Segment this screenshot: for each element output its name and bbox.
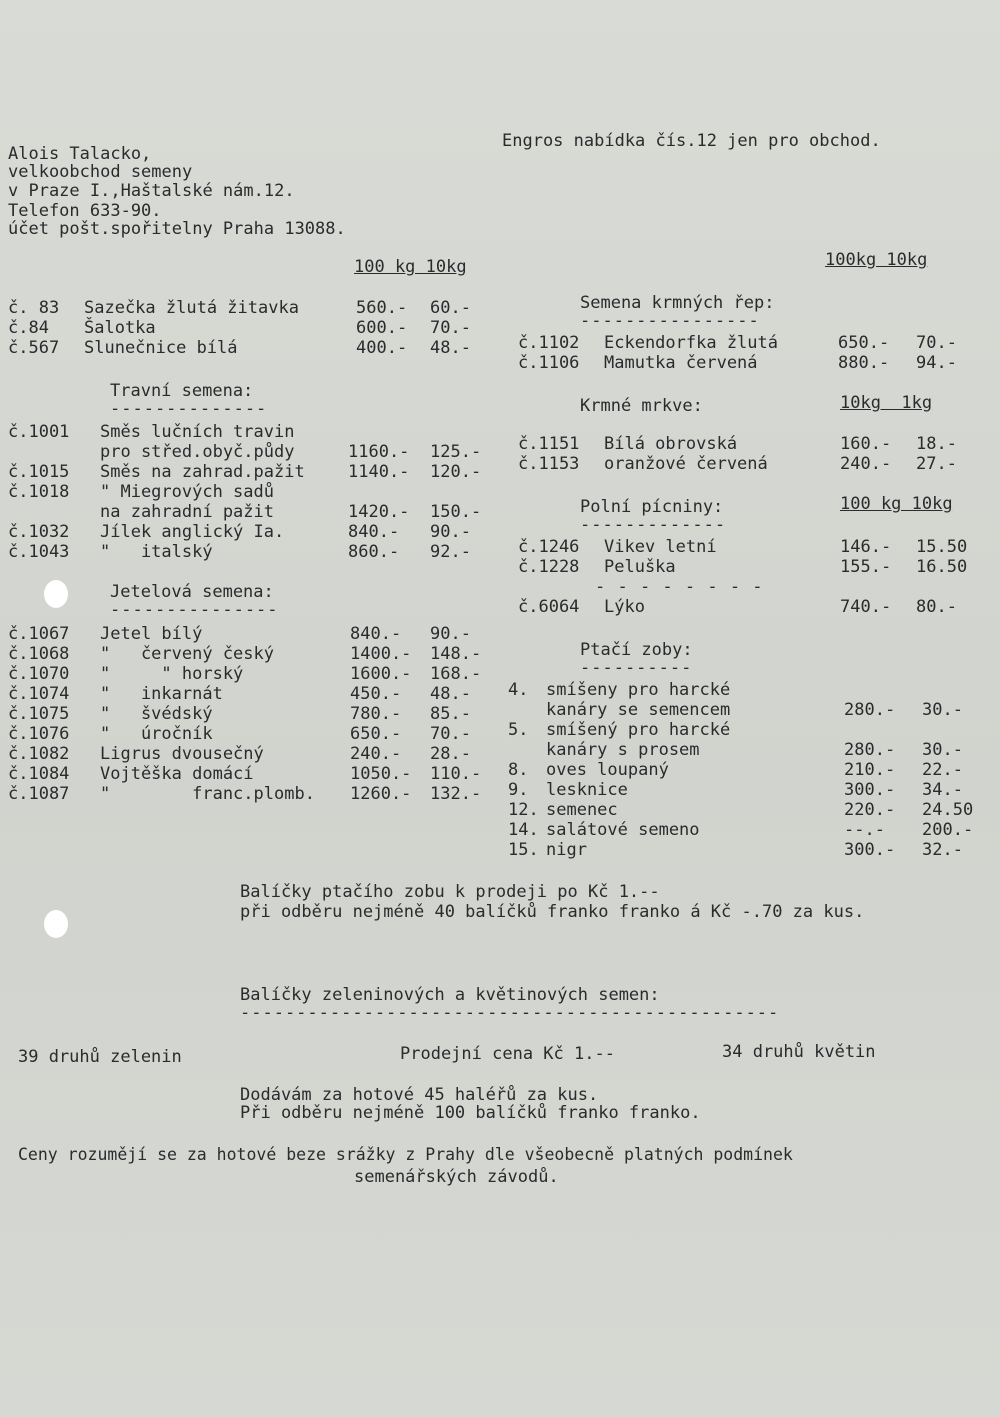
carrot-items bbox=[518, 434, 978, 474]
price-row-p1: 146.- bbox=[840, 537, 892, 557]
price-row-p2: 70.- bbox=[916, 333, 957, 353]
price-row-no: 14. bbox=[508, 820, 539, 840]
price-row-name: Vojtěška domácí bbox=[100, 764, 254, 784]
punch-hole-top bbox=[44, 580, 68, 608]
price-row-p2: 80.- bbox=[916, 597, 957, 617]
price-row bbox=[508, 820, 988, 840]
price-row-name: Peluška bbox=[604, 557, 676, 577]
price-row-no: 12. bbox=[508, 800, 539, 820]
price-row-p100: 1600.- bbox=[350, 664, 412, 684]
price-row-no: č.1106 bbox=[518, 353, 580, 373]
price-row-no: č. 83 bbox=[8, 298, 60, 318]
grass-items bbox=[8, 422, 498, 562]
price-row-name: semenec bbox=[546, 800, 618, 820]
price-row-p10: 92.- bbox=[430, 542, 471, 562]
grass-title-rule: -------------- bbox=[110, 399, 268, 419]
price-row-no: č.1153 bbox=[518, 454, 580, 474]
left-top-items bbox=[8, 298, 498, 358]
price-row bbox=[8, 318, 498, 338]
price-row-no: č.1070 bbox=[8, 664, 70, 684]
bird-packets-line-1: Balíčky ptačího zobu k prodeji po Kč 1.-- bbox=[240, 882, 660, 902]
price-row bbox=[8, 298, 498, 318]
price-row-p10: 132.- bbox=[430, 784, 482, 804]
beet-title-rule: ---------------- bbox=[580, 311, 760, 331]
price-row-name: Ligrus dvousečný bbox=[100, 744, 264, 764]
offer-title: Engros nabídka čís.12 jen pro obchod. bbox=[502, 131, 881, 151]
company-name: Alois Talacko, bbox=[8, 144, 152, 164]
veg-count: 39 druhů zelenin bbox=[18, 1047, 182, 1067]
price-row-p100: 650.- bbox=[350, 724, 402, 744]
price-row bbox=[518, 597, 978, 617]
left-units-header: 100 kg 10kg bbox=[354, 257, 467, 277]
veg-packets-title: Balíčky zeleninových a květinových semen: bbox=[240, 985, 660, 1005]
bird-items bbox=[508, 680, 988, 860]
price-row-name: " úročník bbox=[100, 724, 213, 744]
price-row-p100: 1050.- bbox=[350, 764, 412, 784]
price-row bbox=[8, 744, 498, 764]
price-row bbox=[518, 557, 978, 577]
grass-section-title: Travní semena: bbox=[110, 381, 254, 401]
price-row-no: č.84 bbox=[8, 318, 49, 338]
price-row bbox=[8, 522, 498, 542]
terms-line-2: semenářských závodů. bbox=[354, 1167, 559, 1187]
price-row-no: č.1075 bbox=[8, 704, 70, 724]
price-row bbox=[518, 537, 978, 557]
price-row-p10: 48.- bbox=[430, 338, 471, 358]
price-row-name: pro střed.obyč.půdy bbox=[100, 442, 295, 462]
bird-section-title: Ptačí zoby: bbox=[580, 640, 693, 660]
price-row bbox=[8, 542, 498, 562]
price-row-p100: 1400.- bbox=[350, 644, 412, 664]
price-row-p100: 1140.- bbox=[348, 462, 410, 482]
price-row-name: oves loupaný bbox=[546, 760, 669, 780]
price-row-name: " italský bbox=[100, 542, 213, 562]
price-row-no: č.1076 bbox=[8, 724, 70, 744]
price-row-name: " inkarnát bbox=[100, 684, 223, 704]
price-row-name: Lýko bbox=[604, 597, 645, 617]
price-row-p2: 200.- bbox=[922, 820, 974, 840]
price-row-p1: 300.- bbox=[844, 780, 896, 800]
company-phone: Telefon 633-90. bbox=[8, 201, 162, 221]
price-row-name: Směs lučních travin bbox=[100, 422, 295, 442]
price-row-no: 9. bbox=[508, 780, 529, 800]
price-row-p2: 22.- bbox=[922, 760, 963, 780]
price-row bbox=[518, 333, 978, 353]
carrot-section-title: Krmné mrkve: bbox=[580, 396, 703, 416]
price-row bbox=[8, 784, 498, 804]
price-row-p1: 210.- bbox=[844, 760, 896, 780]
company-account: účet pošt.spořitelny Praha 13088. bbox=[8, 219, 346, 239]
clover-items bbox=[8, 624, 498, 804]
price-row-name: Eckendorfka žlutá bbox=[604, 333, 778, 353]
price-row-name: Mamutka červená bbox=[604, 353, 758, 373]
terms-line-1: Ceny rozumějí se za hotové beze srážky z Prahy dle všeobecně platných podmínek bbox=[18, 1145, 793, 1164]
clover-title-rule: --------------- bbox=[110, 600, 279, 620]
price-row-no: 4. bbox=[508, 680, 529, 700]
price-row-p100: 560.- bbox=[356, 298, 408, 318]
veg-title-rule: ------------------------------------------------ bbox=[240, 1003, 780, 1023]
price-row-p1: 280.- bbox=[844, 700, 896, 720]
price-row-p100: 1160.- bbox=[348, 442, 410, 462]
supply-line-1: Dodávám za hotové 45 haléřů za kus. bbox=[240, 1085, 599, 1105]
sale-price: Prodejní cena Kč 1.-- bbox=[400, 1044, 615, 1064]
company-address: v Praze I.,Haštalské nám.12. bbox=[8, 181, 295, 201]
price-row-p2: 34.- bbox=[922, 780, 963, 800]
price-row-p10: 110.- bbox=[430, 764, 482, 784]
price-row-p2: 94.- bbox=[916, 353, 957, 373]
price-row bbox=[8, 462, 498, 482]
price-row-no: č.1067 bbox=[8, 624, 70, 644]
price-row-p2: 18.- bbox=[916, 434, 957, 454]
price-row-no: č.1043 bbox=[8, 542, 70, 562]
price-row-p100: 1260.- bbox=[350, 784, 412, 804]
price-row bbox=[508, 760, 988, 780]
beet-items bbox=[518, 333, 978, 373]
price-row bbox=[508, 840, 988, 860]
clover-section-title: Jetelová semena: bbox=[110, 582, 274, 602]
price-row-p2: 30.- bbox=[922, 740, 963, 760]
price-row-name: Šalotka bbox=[84, 318, 156, 338]
price-row-no: č.1102 bbox=[518, 333, 580, 353]
beet-section-title: Semena krmných řep: bbox=[580, 293, 775, 313]
price-row-p2: 16.50 bbox=[916, 557, 968, 577]
price-row-name: Slunečnice bílá bbox=[84, 338, 238, 358]
price-row-name: kanáry s prosem bbox=[546, 740, 700, 760]
price-row-no: č.1082 bbox=[8, 744, 70, 764]
price-row-p10: 90.- bbox=[430, 624, 471, 644]
price-row-no: 5. bbox=[508, 720, 529, 740]
flower-count: 34 druhů květin bbox=[722, 1042, 876, 1062]
price-row bbox=[8, 624, 498, 644]
price-row-p1: 740.- bbox=[840, 597, 892, 617]
price-row bbox=[508, 740, 988, 760]
price-row-p10: 60.- bbox=[430, 298, 471, 318]
bird-packets-line-2: při odběru nejméně 40 balíčků franko franko á Kč -.70 za kus. bbox=[240, 902, 865, 922]
company-type: velkoobchod semeny bbox=[8, 162, 193, 182]
price-row-name: " švédský bbox=[100, 704, 213, 724]
price-row-p2: 30.- bbox=[922, 700, 963, 720]
price-row bbox=[518, 454, 978, 474]
price-row-p2: 27.- bbox=[916, 454, 957, 474]
price-row-p100: 240.- bbox=[350, 744, 402, 764]
price-row-no: č.1151 bbox=[518, 434, 580, 454]
price-row-p100: 450.- bbox=[350, 684, 402, 704]
price-row bbox=[508, 700, 988, 720]
price-row-no: č.1246 bbox=[518, 537, 580, 557]
price-row bbox=[508, 800, 988, 820]
price-row bbox=[508, 780, 988, 800]
price-row-name: Směs na zahrad.pažit bbox=[100, 462, 305, 482]
punch-hole-bottom bbox=[44, 910, 68, 938]
price-row-name: " červený český bbox=[100, 644, 274, 664]
price-row-p2: 24.50 bbox=[922, 800, 974, 820]
price-row-name: Vikev letní bbox=[604, 537, 717, 557]
price-row-name: " Miegrových sadů bbox=[100, 482, 274, 502]
price-row-p10: 168.- bbox=[430, 664, 482, 684]
price-row-p100: 840.- bbox=[348, 522, 400, 542]
price-row-p1: --.- bbox=[844, 820, 885, 840]
price-row-no: č.567 bbox=[8, 338, 60, 358]
price-row-p10: 70.- bbox=[430, 724, 471, 744]
price-row-p100: 840.- bbox=[350, 624, 402, 644]
right-units-header-2: 10kg 1kg bbox=[840, 393, 933, 413]
price-row-p10: 90.- bbox=[430, 522, 471, 542]
price-row-p1: 240.- bbox=[840, 454, 892, 474]
price-row-no: č.1084 bbox=[8, 764, 70, 784]
price-row-p100: 780.- bbox=[350, 704, 402, 724]
price-row-name: Jílek anglický Ia. bbox=[100, 522, 285, 542]
price-row bbox=[518, 353, 978, 373]
price-row bbox=[508, 680, 988, 700]
price-row-p1: 160.- bbox=[840, 434, 892, 454]
fodder-separator-rule: - - - - - - - - bbox=[595, 577, 764, 597]
price-row-name: oranžové červená bbox=[604, 454, 768, 474]
price-row-p1: 300.- bbox=[844, 840, 896, 860]
price-row bbox=[8, 442, 498, 462]
price-row-name: salátové semeno bbox=[546, 820, 700, 840]
price-row-name: Sazečka žlutá žitavka bbox=[84, 298, 299, 318]
price-row-name: smíšeny pro harcké bbox=[546, 680, 731, 700]
price-row bbox=[8, 724, 498, 744]
price-row-no: č.1018 bbox=[8, 482, 70, 502]
price-row-p1: 280.- bbox=[844, 740, 896, 760]
price-row-name: smíšený pro harcké bbox=[546, 720, 731, 740]
price-row bbox=[8, 338, 498, 358]
price-row bbox=[518, 434, 978, 454]
bird-title-rule: ---------- bbox=[580, 658, 693, 678]
price-row-p1: 155.- bbox=[840, 557, 892, 577]
price-row-p2: 15.50 bbox=[916, 537, 968, 557]
price-row-name: Jetel bílý bbox=[100, 624, 203, 644]
price-row bbox=[8, 482, 498, 502]
price-row-p10: 70.- bbox=[430, 318, 471, 338]
price-row-p100: 1420.- bbox=[348, 502, 410, 522]
price-row-name: " " horský bbox=[100, 664, 244, 684]
price-row bbox=[8, 502, 498, 522]
price-row bbox=[508, 720, 988, 740]
price-row bbox=[8, 704, 498, 724]
price-row-name: na zahradní pažit bbox=[100, 502, 274, 522]
price-row-p10: 120.- bbox=[430, 462, 482, 482]
price-row-p10: 28.- bbox=[430, 744, 471, 764]
price-row-p100: 600.- bbox=[356, 318, 408, 338]
fodder-items bbox=[518, 537, 978, 577]
price-row-no: 15. bbox=[508, 840, 539, 860]
price-row-no: č.1001 bbox=[8, 422, 70, 442]
price-row-name: kanáry se semencem bbox=[546, 700, 731, 720]
supply-line-2: Při odběru nejméně 100 balíčků franko franko. bbox=[240, 1103, 701, 1123]
price-row-p10: 148.- bbox=[430, 644, 482, 664]
right-units-header-1: 100kg 10kg bbox=[825, 250, 928, 270]
price-row-p10: 125.- bbox=[430, 442, 482, 462]
price-row-no: č.1032 bbox=[8, 522, 70, 542]
price-row-no: č.1228 bbox=[518, 557, 580, 577]
fodder-section-title: Polní pícniny: bbox=[580, 497, 724, 517]
bast-item bbox=[518, 597, 978, 617]
price-row-p10: 150.- bbox=[430, 502, 482, 522]
price-row-no: č.1087 bbox=[8, 784, 70, 804]
price-row-no: č.6064 bbox=[518, 597, 580, 617]
price-row-name: Bílá obrovská bbox=[604, 434, 738, 454]
price-row bbox=[8, 764, 498, 784]
price-row-p1: 220.- bbox=[844, 800, 896, 820]
price-row-p100: 400.- bbox=[356, 338, 408, 358]
price-row-p100: 860.- bbox=[348, 542, 400, 562]
price-row bbox=[8, 664, 498, 684]
price-row bbox=[8, 684, 498, 704]
price-row-no: 8. bbox=[508, 760, 529, 780]
price-row-no: č.1015 bbox=[8, 462, 70, 482]
price-row-p10: 48.- bbox=[430, 684, 471, 704]
price-row-p1: 880.- bbox=[838, 353, 890, 373]
price-row-p1: 650.- bbox=[838, 333, 890, 353]
right-units-header-3: 100 kg 10kg bbox=[840, 494, 953, 514]
price-row-no: č.1074 bbox=[8, 684, 70, 704]
price-row-p10: 85.- bbox=[430, 704, 471, 724]
price-row bbox=[8, 644, 498, 664]
price-row-name: " franc.plomb. bbox=[100, 784, 315, 804]
price-row-no: č.1068 bbox=[8, 644, 70, 664]
fodder-title-rule: ------------- bbox=[580, 515, 727, 535]
price-row bbox=[8, 422, 498, 442]
price-row-name: nigr bbox=[546, 840, 587, 860]
price-row-name: lesknice bbox=[546, 780, 628, 800]
price-row-p2: 32.- bbox=[922, 840, 963, 860]
